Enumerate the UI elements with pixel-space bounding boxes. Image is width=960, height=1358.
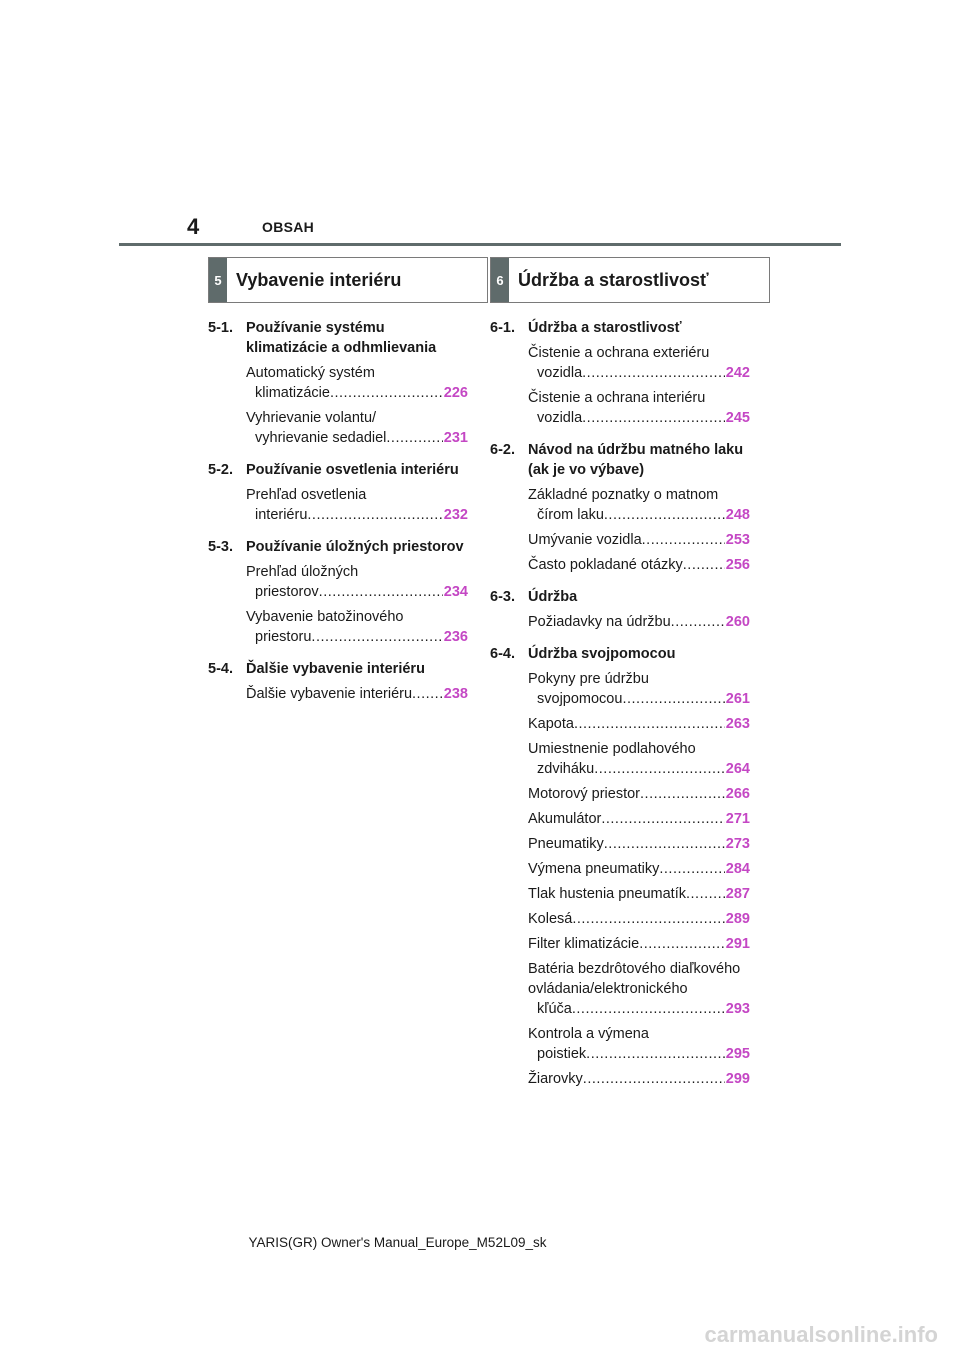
chapter-number: 6-3. — [490, 589, 515, 605]
entry-title-line2: Umývanie vozidla — [528, 532, 642, 548]
toc-entry[interactable] — [528, 834, 750, 854]
entry-title-line2: priestoru — [255, 629, 312, 645]
chapter-title: Údržba a starostlivosť — [528, 320, 682, 336]
watermark: carmanualsonline.info — [704, 1322, 938, 1347]
chapter-heading[interactable] — [490, 587, 750, 607]
section-box-5 — [208, 257, 488, 303]
entry-title-line2: Filter klimatizácie — [528, 936, 640, 952]
page-link[interactable]: 242 — [725, 365, 750, 381]
dot-leader — [582, 408, 725, 428]
page-link[interactable]: 234 — [443, 584, 468, 600]
entry-title-line2: Výmena pneumatiky — [528, 861, 660, 877]
dot-leader — [642, 530, 725, 550]
dot-leader — [604, 834, 725, 854]
dot-leader — [604, 505, 725, 525]
page-link[interactable]: 248 — [725, 507, 750, 523]
entry-title-line2: svojpomocou — [537, 691, 623, 707]
chapter-heading[interactable] — [208, 659, 468, 679]
entry-title-line2: kľúča — [537, 1001, 572, 1017]
page-link[interactable]: 261 — [725, 691, 750, 707]
page-link[interactable]: 236 — [443, 629, 468, 645]
chapter-title: Používanie systému klimatizácie a odhmlievania — [246, 320, 437, 356]
running-title: OBSAH — [262, 219, 315, 235]
dot-leader — [311, 627, 442, 647]
page-link[interactable]: 266 — [725, 786, 750, 802]
dot-leader — [622, 689, 724, 709]
header-rule — [119, 243, 841, 246]
page-link[interactable]: 232 — [443, 507, 468, 523]
entry-title-line1: Kontrola a výmena — [528, 1026, 649, 1042]
entry-title-line2: Motorový priestor — [528, 786, 641, 802]
chapter-number: 6-2. — [490, 442, 515, 458]
entry-title-line2: Požiadavky na údržbu — [528, 614, 671, 630]
section-tab: 5 — [209, 258, 227, 302]
chapter-heading[interactable] — [208, 460, 468, 480]
chapter-title: Ďalšie vybavenie interiéru — [246, 661, 425, 677]
page-link[interactable]: 293 — [725, 1001, 750, 1017]
entry-title-line2: Kapota — [528, 716, 574, 732]
entry-title-line2: Ďalšie vybavenie interiéru — [246, 686, 413, 702]
page-link[interactable]: 273 — [725, 836, 750, 852]
page-link[interactable]: 256 — [725, 557, 750, 573]
section-box-6 — [490, 257, 770, 303]
entry-title-line2: klimatizácie — [255, 385, 330, 401]
section-title: Vybavenie interiéru — [236, 269, 402, 290]
toc-entry[interactable] — [528, 612, 750, 632]
page-number: 4 — [187, 214, 200, 239]
toc-entry[interactable] — [246, 408, 468, 448]
page-link[interactable]: 295 — [725, 1046, 750, 1062]
entry-title-line2: čírom laku — [537, 507, 604, 523]
dot-leader — [412, 684, 443, 704]
toc-entry[interactable] — [528, 555, 750, 575]
toc-entry[interactable] — [528, 739, 750, 779]
dot-leader — [586, 1044, 725, 1064]
page-link[interactable]: 289 — [725, 911, 750, 927]
dot-leader — [601, 809, 724, 829]
chapter-title: Údržba — [528, 589, 578, 605]
entry-title-line2: Tlak hustenia pneumatík — [528, 886, 686, 902]
section-title: Údržba a starostlivosť — [518, 269, 709, 290]
dot-leader — [683, 555, 725, 575]
toc-column-left — [208, 318, 468, 704]
toc-entry[interactable] — [246, 562, 468, 602]
section-tab: 6 — [491, 258, 509, 302]
dot-leader — [671, 612, 725, 632]
chapter-title: Používanie osvetlenia interiéru — [246, 462, 459, 478]
entry-title-line2: priestorov — [255, 584, 319, 600]
entry-title-line2: Často pokladané otázky — [528, 557, 683, 573]
chapter-title: Používanie úložných priestorov — [246, 539, 464, 555]
entry-title-line2: Žiarovky — [528, 1071, 583, 1087]
chapter-title: Návod na údržbu matného laku (ak je vo výbave) — [528, 442, 744, 478]
dot-leader — [686, 884, 725, 904]
chapter-number: 6-4. — [490, 646, 515, 662]
toc-entry[interactable] — [528, 714, 750, 734]
entry-title-line1: Čistenie a ochrana exteriéru — [528, 345, 710, 361]
entry-title-line1: Batéria bezdrôtového diaľkového ovládania/elektronického — [528, 961, 741, 997]
chapter-number: 5-1. — [208, 320, 233, 336]
chapter-heading[interactable] — [490, 644, 750, 664]
toc-entry[interactable] — [528, 530, 750, 550]
page-link[interactable]: 231 — [443, 430, 468, 446]
page-link[interactable]: 291 — [725, 936, 750, 952]
toc-entry[interactable] — [246, 607, 468, 647]
entry-title-line2: Akumulátor — [528, 811, 602, 827]
toc-column-right — [490, 318, 750, 1089]
chapter-heading[interactable] — [490, 318, 750, 338]
entry-title-line2: vozidla — [537, 410, 583, 426]
page-link[interactable]: 253 — [725, 532, 750, 548]
entry-title-line2: Pneumatiky — [528, 836, 604, 852]
entry-title-line1: Umiestnenie podlahového — [528, 741, 696, 757]
entry-title-line1: Pokyny pre údržbu — [528, 671, 649, 687]
entry-title-line1: Vybavenie batožinového — [246, 609, 404, 625]
toc-entry[interactable] — [246, 363, 468, 403]
toc-entry[interactable] — [246, 485, 468, 525]
dot-leader — [572, 909, 724, 929]
page-link[interactable]: 245 — [725, 410, 750, 426]
entry-title-line2: poistiek — [537, 1046, 587, 1062]
dot-leader — [330, 383, 443, 403]
dot-leader — [594, 759, 725, 779]
toc-entry[interactable] — [528, 669, 750, 709]
page-link[interactable]: 299 — [725, 1071, 750, 1087]
page-link[interactable]: 287 — [725, 886, 750, 902]
toc-entry[interactable] — [246, 684, 468, 704]
chapter-number: 6-1. — [490, 320, 515, 336]
entry-title-line1: Prehľad úložných — [246, 564, 359, 580]
entry-title-line1: Prehľad osvetlenia — [246, 487, 367, 503]
dot-leader — [386, 428, 442, 448]
page-link[interactable]: 260 — [725, 614, 750, 630]
chapter-number: 5-4. — [208, 661, 233, 677]
chapter-heading[interactable] — [208, 318, 468, 358]
footer-text: YARIS(GR) Owner's Manual_Europe_M52L09_sk — [248, 1235, 547, 1250]
toc-entry[interactable] — [528, 784, 750, 804]
toc-entry[interactable] — [528, 1069, 750, 1089]
dot-leader — [583, 1069, 725, 1089]
entry-title-line1: Základné poznatky o matnom — [528, 487, 719, 503]
toc-entry[interactable] — [528, 909, 750, 929]
page-link[interactable]: 226 — [443, 385, 468, 401]
entry-title-line2: interiéru — [255, 507, 308, 523]
entry-title-line1: Čistenie a ochrana interiéru — [528, 390, 706, 406]
page-link[interactable]: 271 — [725, 811, 750, 827]
chapter-heading[interactable] — [208, 537, 468, 557]
dot-leader — [582, 363, 725, 383]
toc-entry[interactable] — [528, 1024, 750, 1064]
toc-entry[interactable] — [528, 934, 750, 954]
dot-leader — [572, 999, 725, 1019]
chapter-heading[interactable] — [490, 440, 750, 480]
dot-leader — [639, 934, 725, 954]
entry-title-line2: zdviháku — [537, 761, 595, 777]
entry-title-line1: Automatický systém — [246, 365, 375, 381]
entry-title-line1: Vyhrievanie volantu/ — [246, 410, 377, 426]
page-link[interactable]: 263 — [725, 716, 750, 732]
toc-entry[interactable] — [528, 485, 750, 525]
entry-title-line2: Kolesá — [528, 911, 573, 927]
page-link[interactable]: 238 — [443, 686, 468, 702]
chapter-number: 5-3. — [208, 539, 233, 555]
toc-entry[interactable] — [528, 959, 750, 1019]
chapter-number: 5-2. — [208, 462, 233, 478]
dot-leader — [319, 582, 443, 602]
dot-leader — [640, 784, 725, 804]
dot-leader — [574, 714, 725, 734]
dot-leader — [659, 859, 724, 879]
page-link[interactable]: 284 — [725, 861, 750, 877]
entry-title-line2: vozidla — [537, 365, 583, 381]
toc-entry[interactable] — [528, 343, 750, 383]
page-link[interactable]: 264 — [725, 761, 750, 777]
dot-leader — [307, 505, 442, 525]
toc-entry[interactable] — [528, 884, 750, 904]
chapter-title: Údržba svojpomocou — [528, 646, 676, 662]
toc-entry[interactable] — [528, 388, 750, 428]
toc-entry[interactable] — [528, 859, 750, 879]
toc-entry[interactable] — [528, 809, 750, 829]
entry-title-line2: vyhrievanie sedadiel — [255, 430, 387, 446]
